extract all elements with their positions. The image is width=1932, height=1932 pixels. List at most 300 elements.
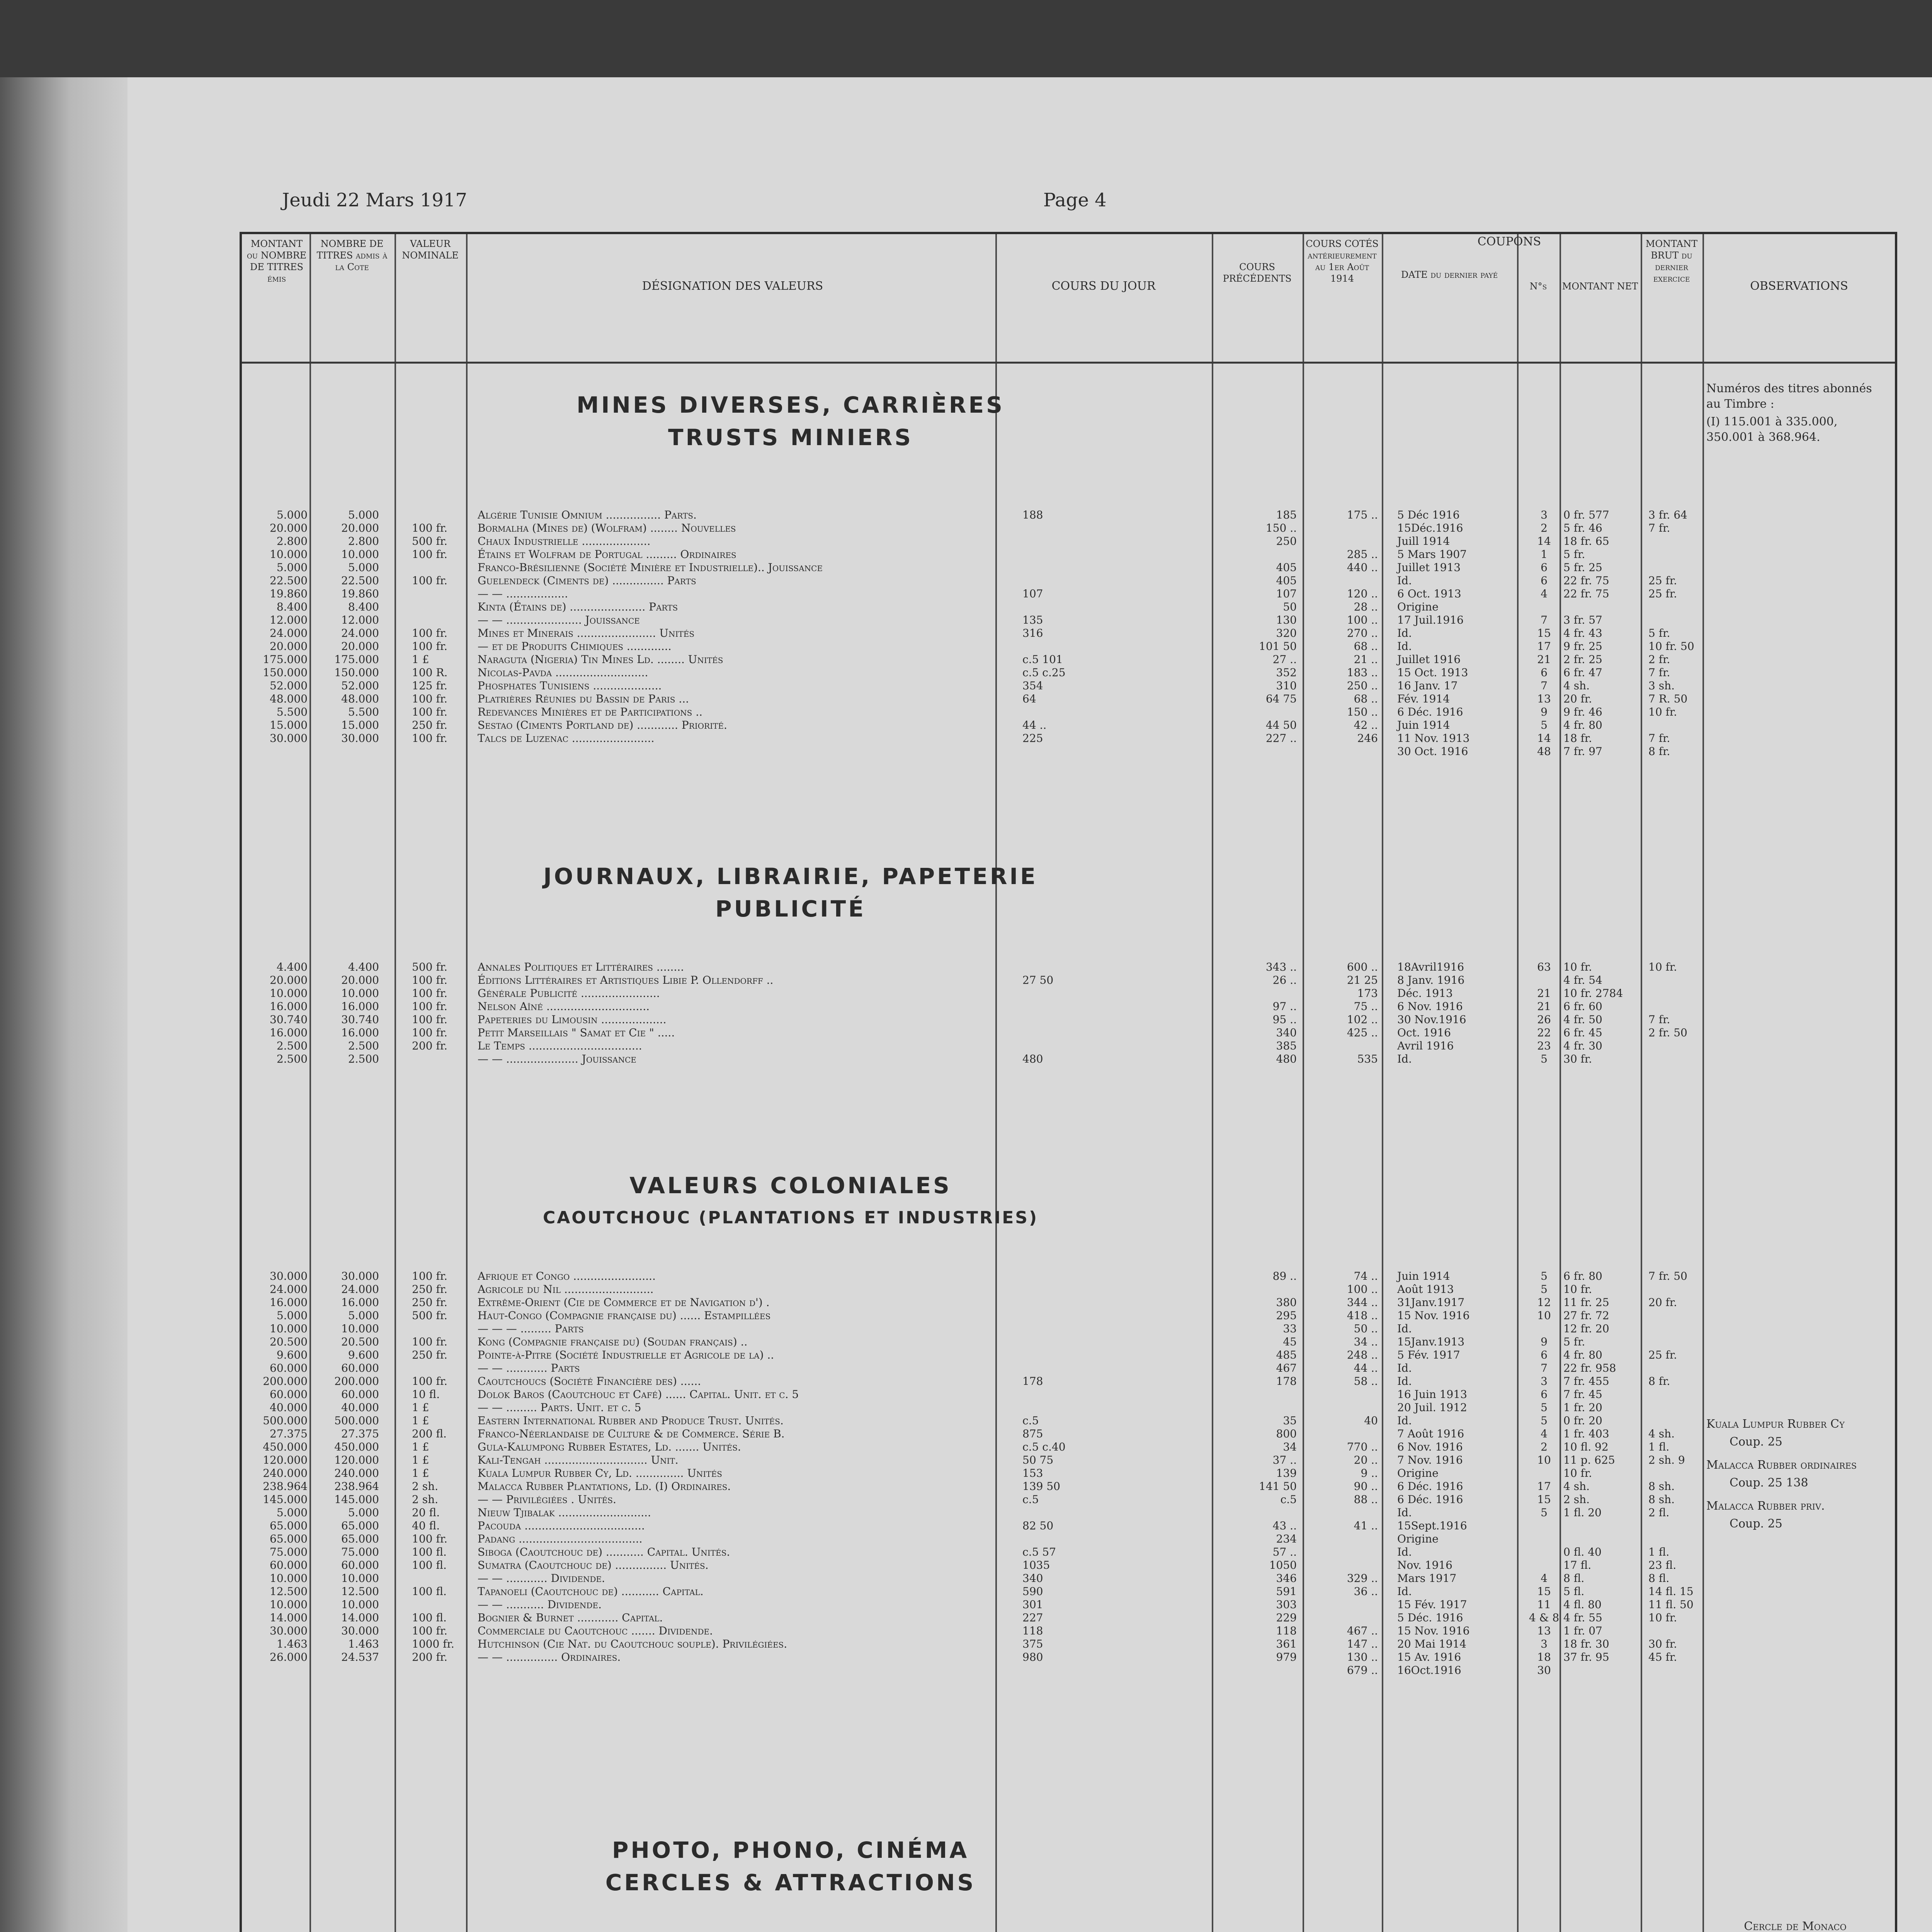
cell-nb: 10.000 xyxy=(341,987,379,1000)
cell-prec: 185 xyxy=(1276,509,1297,521)
table-row xyxy=(242,1454,1895,1467)
cell-coted: 68 .. xyxy=(1354,692,1378,705)
cell-mont: 5.000 xyxy=(276,1309,308,1322)
table-row xyxy=(242,706,1895,719)
observation-text: Coup. 25 138 xyxy=(1730,1476,1808,1490)
cell-nb: 22.500 xyxy=(341,574,379,587)
table-row xyxy=(242,614,1895,627)
cell-des: Éditions Littéraires et Artistiques Libie P. Ollendorff .. xyxy=(478,974,774,986)
cell-date: 15 Fév. 1917 xyxy=(1397,1598,1467,1611)
cell-mont: 10.000 xyxy=(270,987,308,1000)
cell-prec: 44 50 xyxy=(1265,719,1297,731)
cell-prec: 380 xyxy=(1276,1296,1297,1309)
cell-num: 12 xyxy=(1537,1296,1551,1309)
cell-nb: 14.000 xyxy=(341,1611,379,1624)
cell-mont: 22.500 xyxy=(270,574,308,587)
cell-brut: 25 fr. xyxy=(1648,587,1677,600)
col-nombre: NOMBRE DE TITRES admis à la Cote xyxy=(316,238,388,272)
observation-monaco xyxy=(1706,1919,1884,1932)
cell-mont: 19.860 xyxy=(270,587,308,600)
cell-coted: 40 xyxy=(1364,1414,1378,1427)
cell-nb: 15.000 xyxy=(341,719,379,731)
cell-cours: 225 xyxy=(1022,732,1043,745)
cell-nom: 100 fl. xyxy=(412,1611,447,1624)
cell-nb: 16.000 xyxy=(341,1296,379,1309)
cell-net: 5 fr. 46 xyxy=(1563,522,1602,534)
cell-des: Malacca Rubber Plantations, Ld. (I) Ordinaires. xyxy=(478,1480,731,1493)
cell-mont: 20.000 xyxy=(270,974,308,986)
cell-num: 22 xyxy=(1537,1026,1551,1039)
cell-des: — — ..................... Jouissance xyxy=(478,1053,636,1065)
cell-num: 5 xyxy=(1541,1283,1548,1296)
cell-net: 4 fr. 80 xyxy=(1563,719,1602,731)
cell-net: 18 fr. 30 xyxy=(1563,1638,1609,1650)
cell-nb: 10.000 xyxy=(341,548,379,561)
table-row xyxy=(242,1362,1895,1375)
cell-net: 8 fl. xyxy=(1563,1572,1585,1585)
cell-nom: 100 fl. xyxy=(412,1546,447,1558)
cell-coted: 183 .. xyxy=(1347,666,1378,679)
cell-des: Afrique et Congo ........................ xyxy=(478,1270,656,1282)
cell-nb: 16.000 xyxy=(341,1000,379,1013)
table-row xyxy=(242,1638,1895,1651)
cell-prec: 50 xyxy=(1283,600,1297,613)
cell-num: 6 xyxy=(1541,1349,1548,1361)
cell-coted: 42 .. xyxy=(1354,719,1378,731)
cell-coted: 28 .. xyxy=(1354,600,1378,613)
cell-des: Talcs de Luzenac ........................ xyxy=(478,732,655,745)
cell-nb: 60.000 xyxy=(341,1362,379,1374)
cell-num: 6 xyxy=(1541,666,1548,679)
cell-mont: 60.000 xyxy=(270,1362,308,1374)
cell-nom: 200 fr. xyxy=(412,1039,447,1052)
cell-coted: 329 .. xyxy=(1347,1572,1378,1585)
cell-mont: 500.000 xyxy=(263,1414,308,1427)
cell-des: — — — ......... Parts xyxy=(478,1322,584,1335)
cell-prec: 89 .. xyxy=(1272,1270,1297,1282)
cell-prec: 591 xyxy=(1276,1585,1297,1598)
cell-num: 15 xyxy=(1537,1493,1551,1506)
cell-date: 6 Nov. 1916 xyxy=(1397,1000,1463,1013)
cell-date: 30 Oct. 1916 xyxy=(1397,745,1468,758)
cell-nb: 24.537 xyxy=(341,1651,379,1663)
cell-brut: 8 fr. xyxy=(1648,1375,1670,1388)
cell-nom: 200 fl. xyxy=(412,1427,447,1440)
cell-prec: 800 xyxy=(1276,1427,1297,1440)
cell-nom: 100 fr. xyxy=(412,1624,447,1637)
cell-net: 5 fr. xyxy=(1563,548,1585,561)
cell-brut: 10 fr. xyxy=(1648,961,1677,973)
cell-cours: 27 50 xyxy=(1022,974,1054,986)
cell-cours: 44 .. xyxy=(1022,719,1047,731)
cell-des: Guelendeck (Ciments de) ............... Parts xyxy=(478,574,696,587)
table-row xyxy=(242,1532,1895,1546)
col-montant-net: MONTANT NET xyxy=(1562,281,1638,292)
cell-net: 22 fr. 958 xyxy=(1563,1362,1616,1374)
col-cours-jour: COURS DU JOUR xyxy=(1051,279,1156,293)
table-row xyxy=(242,1039,1895,1053)
table-row xyxy=(242,1572,1895,1585)
col-cours-cotes: COURS COTÉS antérieurement au 1er Août 1914 xyxy=(1306,238,1379,284)
cell-net: 5 fr. 25 xyxy=(1563,561,1602,574)
cell-nb: 8.400 xyxy=(348,600,379,613)
cell-prec: 26 .. xyxy=(1272,974,1297,986)
cell-cours: 375 xyxy=(1022,1638,1043,1650)
cell-mont: 5.000 xyxy=(276,509,308,521)
cell-num: 15 xyxy=(1537,627,1551,639)
cell-date: 15 Oct. 1913 xyxy=(1397,666,1468,679)
cell-num: 13 xyxy=(1537,692,1551,705)
cell-num: 10 xyxy=(1537,1309,1551,1322)
cell-nb: 2.500 xyxy=(348,1039,379,1052)
cell-coted: 147 .. xyxy=(1347,1638,1378,1650)
table-row xyxy=(242,548,1895,561)
cell-coted: 418 .. xyxy=(1347,1309,1378,1322)
col-observations: OBSERVATIONS xyxy=(1750,279,1848,293)
cell-net: 7 fr. 97 xyxy=(1563,745,1602,758)
cell-date: Id. xyxy=(1397,627,1412,639)
cell-mont: 5.000 xyxy=(276,1506,308,1519)
cell-date: 15 Nov. 1916 xyxy=(1397,1309,1470,1322)
cell-net: 6 fr. 80 xyxy=(1563,1270,1602,1282)
cell-coted: 120 .. xyxy=(1347,587,1378,600)
cell-coted: 90 .. xyxy=(1354,1480,1378,1493)
table-row xyxy=(242,1546,1895,1559)
cell-brut: 7 fr. xyxy=(1648,732,1670,745)
cell-prec: 467 xyxy=(1276,1362,1297,1374)
cell-num: 6 xyxy=(1541,574,1548,587)
cell-cours: 50 75 xyxy=(1022,1454,1054,1466)
section-subtitle: TRUSTS MINIERS xyxy=(668,424,913,451)
cell-mont: 15.000 xyxy=(270,719,308,731)
cell-nb: 1.463 xyxy=(348,1638,379,1650)
cell-date: Juin 1914 xyxy=(1397,719,1450,731)
cell-prec: 485 xyxy=(1276,1349,1297,1361)
cell-mont: 10.000 xyxy=(270,1598,308,1611)
cell-net: 5 fl. xyxy=(1563,1585,1585,1598)
cell-nb: 500.000 xyxy=(334,1414,379,1427)
table-row xyxy=(242,666,1895,679)
cell-mont: 8.400 xyxy=(276,600,308,613)
cell-coted: 440 .. xyxy=(1347,561,1378,574)
cell-nom: 100 fl. xyxy=(412,1585,447,1598)
cell-net: 10 fr. 2784 xyxy=(1563,987,1623,1000)
cell-nb: 20.000 xyxy=(341,640,379,653)
cell-brut: 20 fr. xyxy=(1648,1296,1677,1309)
cell-nb: 9.600 xyxy=(348,1349,379,1361)
cell-date: Id. xyxy=(1397,1506,1412,1519)
cell-nom: 100 fr. xyxy=(412,692,447,705)
col-designation: DÉSIGNATION DES VALEURS xyxy=(642,279,823,293)
cell-mont: 150.000 xyxy=(263,666,308,679)
table-row xyxy=(242,1611,1895,1624)
table-row xyxy=(242,1467,1895,1480)
cell-date: 6 Nov. 1916 xyxy=(1397,1440,1463,1453)
cell-num: 3 xyxy=(1541,1638,1548,1650)
cell-num: 1 xyxy=(1541,548,1548,561)
cell-date: 20 Juil. 1912 xyxy=(1397,1401,1467,1414)
cell-nb: 30.740 xyxy=(341,1013,379,1026)
cell-net: 37 fr. 95 xyxy=(1563,1651,1609,1663)
cell-date: Oct. 1916 xyxy=(1397,1026,1451,1039)
cell-nom: 100 fr. xyxy=(412,640,447,653)
cell-num: 30 xyxy=(1537,1664,1551,1677)
cell-nom: 1 £ xyxy=(412,1467,429,1480)
cell-net: 18 fr. 65 xyxy=(1563,535,1609,548)
cell-mont: 60.000 xyxy=(270,1559,308,1571)
table-row xyxy=(242,1026,1895,1039)
cell-des: Kali-Tengah .............................. Unit. xyxy=(478,1454,679,1466)
cell-net: 22 fr. 75 xyxy=(1563,587,1609,600)
cell-nom: 100 fr. xyxy=(412,732,447,745)
section-title: PHOTO, PHONO, CINÉMA xyxy=(612,1837,969,1863)
cell-brut: 3 sh. xyxy=(1648,679,1675,692)
observation-text: Cercle de Monaco xyxy=(1744,1920,1847,1932)
cell-date: 7 Nov. 1916 xyxy=(1397,1454,1463,1466)
cell-des: Hutchinson (Cie Nat. du Caoutchouc souple). Privilégiées. xyxy=(478,1638,787,1650)
cell-mont: 5.000 xyxy=(276,561,308,574)
cell-num: 17 xyxy=(1537,640,1551,653)
cell-nb: 145.000 xyxy=(334,1493,379,1506)
cell-net: 3 fr. 57 xyxy=(1563,614,1602,626)
table-row xyxy=(242,1296,1895,1309)
cell-mont: 40.000 xyxy=(270,1401,308,1414)
cell-net: 12 fr. 20 xyxy=(1563,1322,1609,1335)
cell-des: Franco-Brésilienne (Société Minière et Industrielle).. Jouissance xyxy=(478,561,823,574)
cell-mont: 200.000 xyxy=(263,1375,308,1388)
section-title: VALEURS COLONIALES xyxy=(629,1172,952,1199)
cell-des: — — Privilégiées . Unités. xyxy=(478,1493,616,1506)
cell-net: 1 fr. 07 xyxy=(1563,1624,1602,1637)
cell-nb: 30.000 xyxy=(341,1624,379,1637)
table-row xyxy=(242,509,1895,522)
cell-mont: 2.800 xyxy=(276,535,308,548)
cell-nom: 20 fl. xyxy=(412,1506,440,1519)
table-row xyxy=(242,1519,1895,1532)
cell-prec: 303 xyxy=(1276,1598,1297,1611)
cell-nom: 2 sh. xyxy=(412,1480,439,1493)
cell-prec: c.5 xyxy=(1280,1493,1297,1506)
table-row xyxy=(242,1322,1895,1335)
cell-coted: 50 .. xyxy=(1354,1322,1378,1335)
cell-mont: 24.000 xyxy=(270,627,308,639)
cell-prec: 118 xyxy=(1276,1624,1297,1637)
cell-cours: 188 xyxy=(1022,509,1043,521)
cell-des: Algérie Tunisie Omnium ................ Parts. xyxy=(478,509,697,521)
cell-mont: 2.500 xyxy=(276,1053,308,1065)
table-row xyxy=(242,745,1895,758)
header-page-number: Page 4 xyxy=(1043,189,1107,211)
table-row xyxy=(242,732,1895,745)
cell-coted: 44 .. xyxy=(1354,1362,1378,1374)
cell-des: Gula-Kalumpong Rubber Estates, Ld. ....... Unités. xyxy=(478,1440,741,1453)
cell-cours: 1035 xyxy=(1022,1559,1050,1571)
cell-mont: 10.000 xyxy=(270,1322,308,1335)
cell-des: Kinta (Étains de) ...................... Parts xyxy=(478,600,678,613)
cell-nom: 2 sh. xyxy=(412,1493,439,1506)
cell-coted: 9 .. xyxy=(1361,1467,1378,1480)
cell-mont: 14.000 xyxy=(270,1611,308,1624)
cell-prec: 361 xyxy=(1276,1638,1297,1650)
cell-coted: 246 xyxy=(1357,732,1378,745)
cell-nom: 100 fr. xyxy=(412,1532,447,1545)
cell-date: 15 Av. 1916 xyxy=(1397,1651,1461,1663)
cell-date: 15Janv.1913 xyxy=(1397,1335,1465,1348)
cell-cours: 875 xyxy=(1022,1427,1043,1440)
cell-date: Origine xyxy=(1397,1532,1439,1545)
cell-mont: 30.000 xyxy=(270,1270,308,1282)
cell-nb: 65.000 xyxy=(341,1519,379,1532)
table-row xyxy=(242,1493,1895,1506)
cell-nb: 240.000 xyxy=(334,1467,379,1480)
cell-coted: 20 .. xyxy=(1354,1454,1378,1466)
cell-cours: c.5 101 xyxy=(1022,653,1063,666)
cell-num: 5 xyxy=(1541,1270,1548,1282)
cell-prec: 35 xyxy=(1283,1414,1297,1427)
cell-date: Déc. 1913 xyxy=(1397,987,1453,1000)
cell-brut: 7 fr. xyxy=(1648,522,1670,534)
cell-nom: 1000 fr. xyxy=(412,1638,454,1650)
cell-net: 17 fl. xyxy=(1563,1559,1592,1571)
cell-brut: 5 fr. xyxy=(1648,627,1670,639)
cell-des: Naraguta (Nigeria) Tin Mines Ld. ........ Unités xyxy=(478,653,723,666)
cell-nb: 30.000 xyxy=(341,1270,379,1282)
table-row xyxy=(242,653,1895,666)
cell-nb: 5.000 xyxy=(348,509,379,521)
cell-mont: 10.000 xyxy=(270,1572,308,1585)
observation-timbre xyxy=(1706,381,1884,447)
cell-cours: 178 xyxy=(1022,1375,1043,1388)
table-header xyxy=(242,234,1895,364)
cell-coted: 102 .. xyxy=(1347,1013,1378,1026)
cell-coted: 770 .. xyxy=(1347,1440,1378,1453)
cell-brut: 7 fr. xyxy=(1648,666,1670,679)
cell-cours: 980 xyxy=(1022,1651,1043,1663)
table-row xyxy=(242,535,1895,548)
cell-cours: 480 xyxy=(1022,1053,1043,1065)
cell-nom: 200 fr. xyxy=(412,1651,447,1663)
cell-num: 4 xyxy=(1541,587,1548,600)
cell-num: 17 xyxy=(1537,1480,1551,1493)
col-montant: MONTANT ou NOMBRE DE TITRES émis xyxy=(247,238,307,284)
cell-nb: 16.000 xyxy=(341,1026,379,1039)
cell-mont: 27.375 xyxy=(270,1427,308,1440)
cell-brut: 8 sh. xyxy=(1648,1493,1675,1506)
cell-nb: 65.000 xyxy=(341,1532,379,1545)
cell-nb: 10.000 xyxy=(341,1572,379,1585)
cell-cours: c.5 xyxy=(1022,1414,1039,1427)
cell-nb: 5.000 xyxy=(348,561,379,574)
cell-num: 48 xyxy=(1537,745,1551,758)
cell-brut: 30 fr. xyxy=(1648,1638,1677,1650)
cell-net: 10 fl. 92 xyxy=(1563,1440,1609,1453)
cell-num: 14 xyxy=(1537,732,1551,745)
cell-brut: 7 fr. 50 xyxy=(1648,1270,1687,1282)
table-row xyxy=(242,1624,1895,1638)
observation-text: Numéros des titres abonnés au Timbre : xyxy=(1706,382,1872,411)
page-edge xyxy=(0,77,128,1932)
section-subtitle: PUBLICITÉ xyxy=(715,896,866,922)
cell-prec: 979 xyxy=(1276,1651,1297,1663)
cell-des: Pointe-à-Pitre (Société Industrielle et Agricole de la) .. xyxy=(478,1349,774,1361)
cell-num: 7 xyxy=(1541,614,1548,626)
cell-nb: 75.000 xyxy=(341,1546,379,1558)
cell-cours: 590 xyxy=(1022,1585,1043,1598)
cell-prec: 45 xyxy=(1283,1335,1297,1348)
cell-nom: 500 fr. xyxy=(412,535,447,548)
cell-nb: 200.000 xyxy=(334,1375,379,1388)
cell-date: Nov. 1916 xyxy=(1397,1559,1452,1571)
cell-mont: 5.500 xyxy=(276,706,308,718)
cell-nom: 100 fr. xyxy=(412,987,447,1000)
cell-nb: 20.000 xyxy=(341,522,379,534)
cell-cours: 139 50 xyxy=(1022,1480,1060,1493)
cell-date: 31Janv.1917 xyxy=(1397,1296,1465,1309)
table-row xyxy=(242,522,1895,535)
cell-net: 7 fr. 455 xyxy=(1563,1375,1609,1388)
cell-nb: 60.000 xyxy=(341,1388,379,1401)
cell-des: Eastern International Rubber and Produce Trust. Unités. xyxy=(478,1414,784,1427)
cell-coted: 21 .. xyxy=(1354,653,1378,666)
cell-nom: 100 fr. xyxy=(412,1335,447,1348)
cell-num: 26 xyxy=(1537,1013,1551,1026)
cell-nb: 60.000 xyxy=(341,1559,379,1571)
cell-nom: 100 R. xyxy=(412,666,448,679)
table-row xyxy=(242,600,1895,614)
cell-des: Pacouda ................................... xyxy=(478,1519,645,1532)
cell-prec: 1050 xyxy=(1269,1559,1297,1571)
table-row xyxy=(242,1270,1895,1283)
cell-nom: 40 fl. xyxy=(412,1519,440,1532)
cell-des: — et de Produits Chimiques ............. xyxy=(478,640,672,653)
table-row xyxy=(242,640,1895,653)
cell-prec: 33 xyxy=(1283,1322,1297,1335)
cell-brut: 8 fl. xyxy=(1648,1572,1670,1585)
cell-des: Chaux Industrielle .................... xyxy=(478,535,651,548)
cell-mont: 20.000 xyxy=(270,522,308,534)
cell-des: Bormalha (Mines de) (Wolfram) ........ Nouvelles xyxy=(478,522,736,534)
cell-des: — — .................. xyxy=(478,587,568,600)
cell-net: 9 fr. 46 xyxy=(1563,706,1602,718)
cell-date: 17 Juil.1916 xyxy=(1397,614,1464,626)
cell-des: Dolok Baros (Caoutchouc et Café) ...... Capital. Unit. et c. 5 xyxy=(478,1388,799,1401)
cell-prec: 227 .. xyxy=(1265,732,1297,745)
cell-prec: 141 50 xyxy=(1259,1480,1297,1493)
cell-date: 16 Janv. 17 xyxy=(1397,679,1458,692)
cell-brut: 8 sh. xyxy=(1648,1480,1675,1493)
cell-des: — — ...................... Jouissance xyxy=(478,614,640,626)
cell-des: Étains et Wolfram de Portugal ......... Ordinaires xyxy=(478,548,736,561)
cell-prec: 27 .. xyxy=(1272,653,1297,666)
cell-nb: 4.400 xyxy=(348,961,379,973)
cell-num: 2 xyxy=(1541,522,1548,534)
cell-mont: 26.000 xyxy=(270,1651,308,1663)
cell-des: Petit Marseillais " Samat et Cie " ..... xyxy=(478,1026,675,1039)
cell-des: Tapanoeli (Caoutchouc de) ........... Capital. xyxy=(478,1585,704,1598)
cell-prec: 250 xyxy=(1276,535,1297,548)
cell-des: Mines et Minerais ....................... Unités xyxy=(478,627,695,639)
cell-date: Id. xyxy=(1397,1322,1412,1335)
cell-net: 5 fr. xyxy=(1563,1335,1585,1348)
cell-mont: 52.000 xyxy=(270,679,308,692)
cell-mont: 4.400 xyxy=(276,961,308,973)
cell-net: 6 fr. 45 xyxy=(1563,1026,1602,1039)
cell-net: 10 fr. xyxy=(1563,961,1592,973)
cell-num: 6 xyxy=(1541,1388,1548,1401)
cell-coted: 250 .. xyxy=(1347,679,1378,692)
cell-mont: 120.000 xyxy=(263,1454,308,1466)
cell-date: Juin 1914 xyxy=(1397,1270,1450,1282)
